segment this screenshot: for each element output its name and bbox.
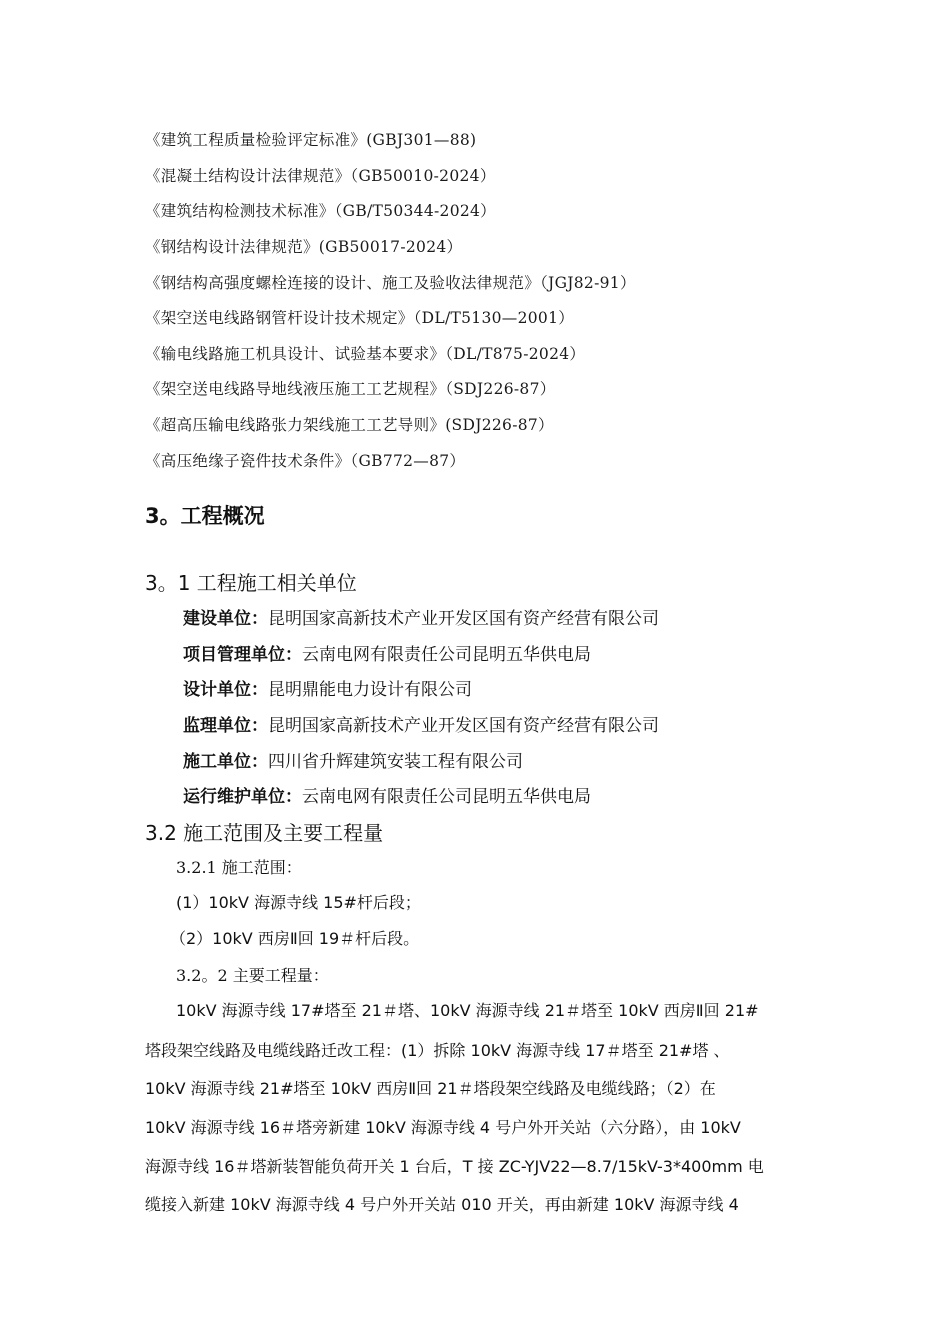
scope-item: (1）10kV 海源寺线 15#杆后段； xyxy=(176,893,421,912)
unit-label: 监理单位： xyxy=(183,716,268,736)
standard-item: 《建筑工程质量检验评定标准》(GBJ301—88) xyxy=(145,131,477,149)
standard-item: 《建筑结构检测技术标准》（GB/T50344-2024） xyxy=(145,202,496,220)
standard-item: 《输电线路施工机具设计、试验基本要求》（DL/T875-2024） xyxy=(145,345,586,363)
unit-row xyxy=(183,782,591,807)
standard-item: 《混凝土结构设计法律规范》（GB50010-2024） xyxy=(145,167,496,185)
unit-label: 项目管理单位： xyxy=(183,645,302,665)
unit-value: 云南电网有限责任公司昆明五华供电局 xyxy=(302,645,591,665)
unit-row xyxy=(183,747,523,772)
standard-item: 《高压绝缘子瓷件技术条件》（GB772—87） xyxy=(145,452,466,470)
standard-item: 《超高压输电线路张力架线施工工艺导则》(SDJ226-87） xyxy=(145,416,554,434)
unit-row xyxy=(183,604,659,629)
subsection-heading: 3.2 施工范围及主要工程量 xyxy=(145,821,384,845)
scope-item: （2）10kV 西房Ⅱ回 19＃杆后段。 xyxy=(170,929,420,948)
standard-item: 《钢结构设计法律规范》(GB50017-2024） xyxy=(145,238,463,256)
standard-item: 《钢结构高强度螺栓连接的设计、施工及验收法律规范》（JGJ82-91） xyxy=(145,274,636,292)
unit-label: 建设单位： xyxy=(183,609,268,629)
unit-value: 昆明国家高新技术产业开发区国有资产经营有限公司 xyxy=(268,716,659,736)
quantity-line: 塔段架空线路及电缆线路迁改工程：(1）拆除 10kV 海源寺线 17＃塔至 21#塔 、 xyxy=(145,1041,730,1060)
quantity-line: 10kV 海源寺线 16＃塔旁新建 10kV 海源寺线 4 号户外开关站（六分路），由 10kV xyxy=(145,1118,741,1137)
section-heading: 3。工程概况 xyxy=(145,504,265,528)
unit-row xyxy=(183,675,472,700)
unit-label: 施工单位： xyxy=(183,752,268,772)
scope-heading: 3.2.1 施工范围： xyxy=(176,858,302,877)
unit-value: 昆明鼎能电力设计有限公司 xyxy=(268,680,472,700)
standard-item: 《架空送电线路导地线液压施工工艺规程》（SDJ226-87） xyxy=(145,380,556,398)
quantity-line: 缆接入新建 10kV 海源寺线 4 号户外开关站 010 开关，再由新建 10kV 海源寺线 4 xyxy=(145,1195,739,1214)
subsection-heading: 3。1 工程施工相关单位 xyxy=(145,571,357,595)
unit-value: 四川省升辉建筑安装工程有限公司 xyxy=(268,752,523,772)
standard-item: 《架空送电线路钢管杆设计技术规定》（DL/T5130—2001） xyxy=(145,309,575,327)
unit-label: 设计单位： xyxy=(183,680,268,700)
quantity-line: 10kV 海源寺线 17#塔至 21＃塔、10kV 海源寺线 21＃塔至 10kV 西房Ⅱ回 21# xyxy=(176,1001,759,1020)
quantity-heading: 3.2。2 主要工程量： xyxy=(176,966,329,985)
unit-label: 运行维护单位： xyxy=(183,787,302,807)
unit-row xyxy=(183,711,659,736)
quantity-line: 10kV 海源寺线 21#塔至 10kV 西房Ⅱ回 21＃塔段架空线路及电缆线路；（2）在 xyxy=(145,1079,716,1098)
unit-value: 云南电网有限责任公司昆明五华供电局 xyxy=(302,787,591,807)
unit-row xyxy=(183,640,591,665)
quantity-line: 海源寺线 16＃塔新装智能负荷开关 1 台后，T 接 ZC-YJV22—8.7/15kV-3*400mm 电 xyxy=(145,1157,764,1176)
unit-value: 昆明国家高新技术产业开发区国有资产经营有限公司 xyxy=(268,609,659,629)
